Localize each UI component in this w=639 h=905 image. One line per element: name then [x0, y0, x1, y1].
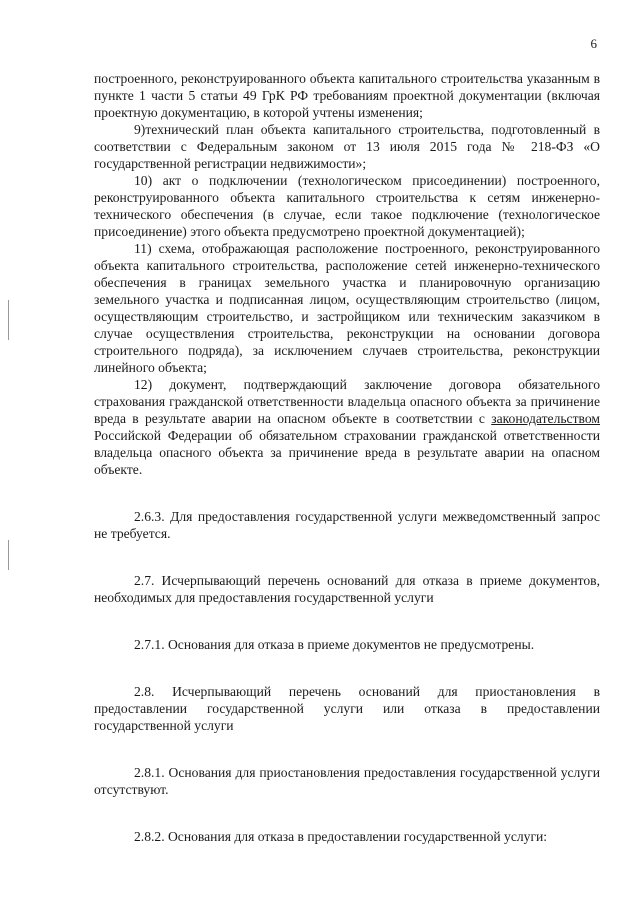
- spacer: [94, 653, 600, 683]
- section-2-8-heading: 2.8. Исчерпывающий перечень оснований для приостановления в предоставлении государственной услуги или отказа в предоставлении государственной услуги: [94, 684, 600, 733]
- list-item-11: 11) схема, отображающая расположение построенного, реконструированного объекта капитального строительства, расположение сетей инженерно-технического обеспечения в границах земельного участка и планировочную организацию земельного участка и подписанная лицом, осуществляющим строительство (лицом, осуществляющим строительство, и застройщиком или техническим заказчиком в случае осуществления строительства, реконструкции на основании договора строительного подряда), за исключением случаев строительства, реконструкции линейного объекта;: [94, 241, 600, 375]
- section-2-7-1: 2.7.1. Основания для отказа в приеме документов не предусмотрены.: [134, 637, 535, 652]
- list-item-12: [94, 376, 600, 478]
- section-2-8-1: 2.8.1. Основания для приостановления предоставления государственной услуги отсутствуют.: [94, 765, 600, 797]
- spacer: [94, 734, 600, 764]
- spacer: [94, 798, 600, 828]
- document-body: [94, 70, 600, 845]
- legislation-link[interactable]: законодательством: [491, 411, 600, 426]
- section-2-7-heading: 2.7. Исчерпывающий перечень оснований для отказа в приеме документов, необходимых для предоставления государственной услуги: [94, 573, 600, 605]
- list-item-9: 9)технический план объекта капитального строительства, подготовленный в соответствии с Федеральным законом от 13 июля 2015 года № 218-ФЗ «О государственной регистрации недвижимости»;: [94, 122, 600, 171]
- spacer: [94, 606, 600, 636]
- list-item-12-text-start: 12) документ, подтверждающий заключение договора обязательного страхования гражданской ответственности владельца опасного объекта за причинение вреда в результате аварии на опасном объекте в соответствии с: [94, 377, 600, 426]
- spacer: [94, 478, 600, 508]
- paragraph-continuation: построенного, реконструированного объекта капитального строительства указанным в пункте 1 части 5 статьи 49 ГрК РФ требованиям проектной документации (включая проектную документацию, в которой учтены изменения;: [94, 71, 600, 120]
- section-2-8-2: 2.8.2. Основания для отказа в предоставлении государственной услуги:: [134, 829, 548, 844]
- page-number: 6: [590, 36, 597, 51]
- list-item-12-text-end: Российской Федерации об обязательном страховании гражданской ответственности владельца опасного объекта за причинение вреда в результате аварии на опасном объекте.: [94, 428, 600, 477]
- spacer: [94, 542, 600, 572]
- scan-artifact: [8, 540, 9, 570]
- list-item-10: 10) акт о подключении (технологическом присоединении) построенного, реконструированного объекта капитального строительства к сетям инженерно-технического обеспечения (в случае, если такое подключение (технологическое присоединение) этого объекта предусмотрено проектной документацией);: [94, 173, 600, 239]
- scan-artifact: [8, 300, 9, 340]
- section-2-6-3: 2.6.3. Для предоставления государственной услуги межведомственный запрос не требуется.: [94, 509, 600, 541]
